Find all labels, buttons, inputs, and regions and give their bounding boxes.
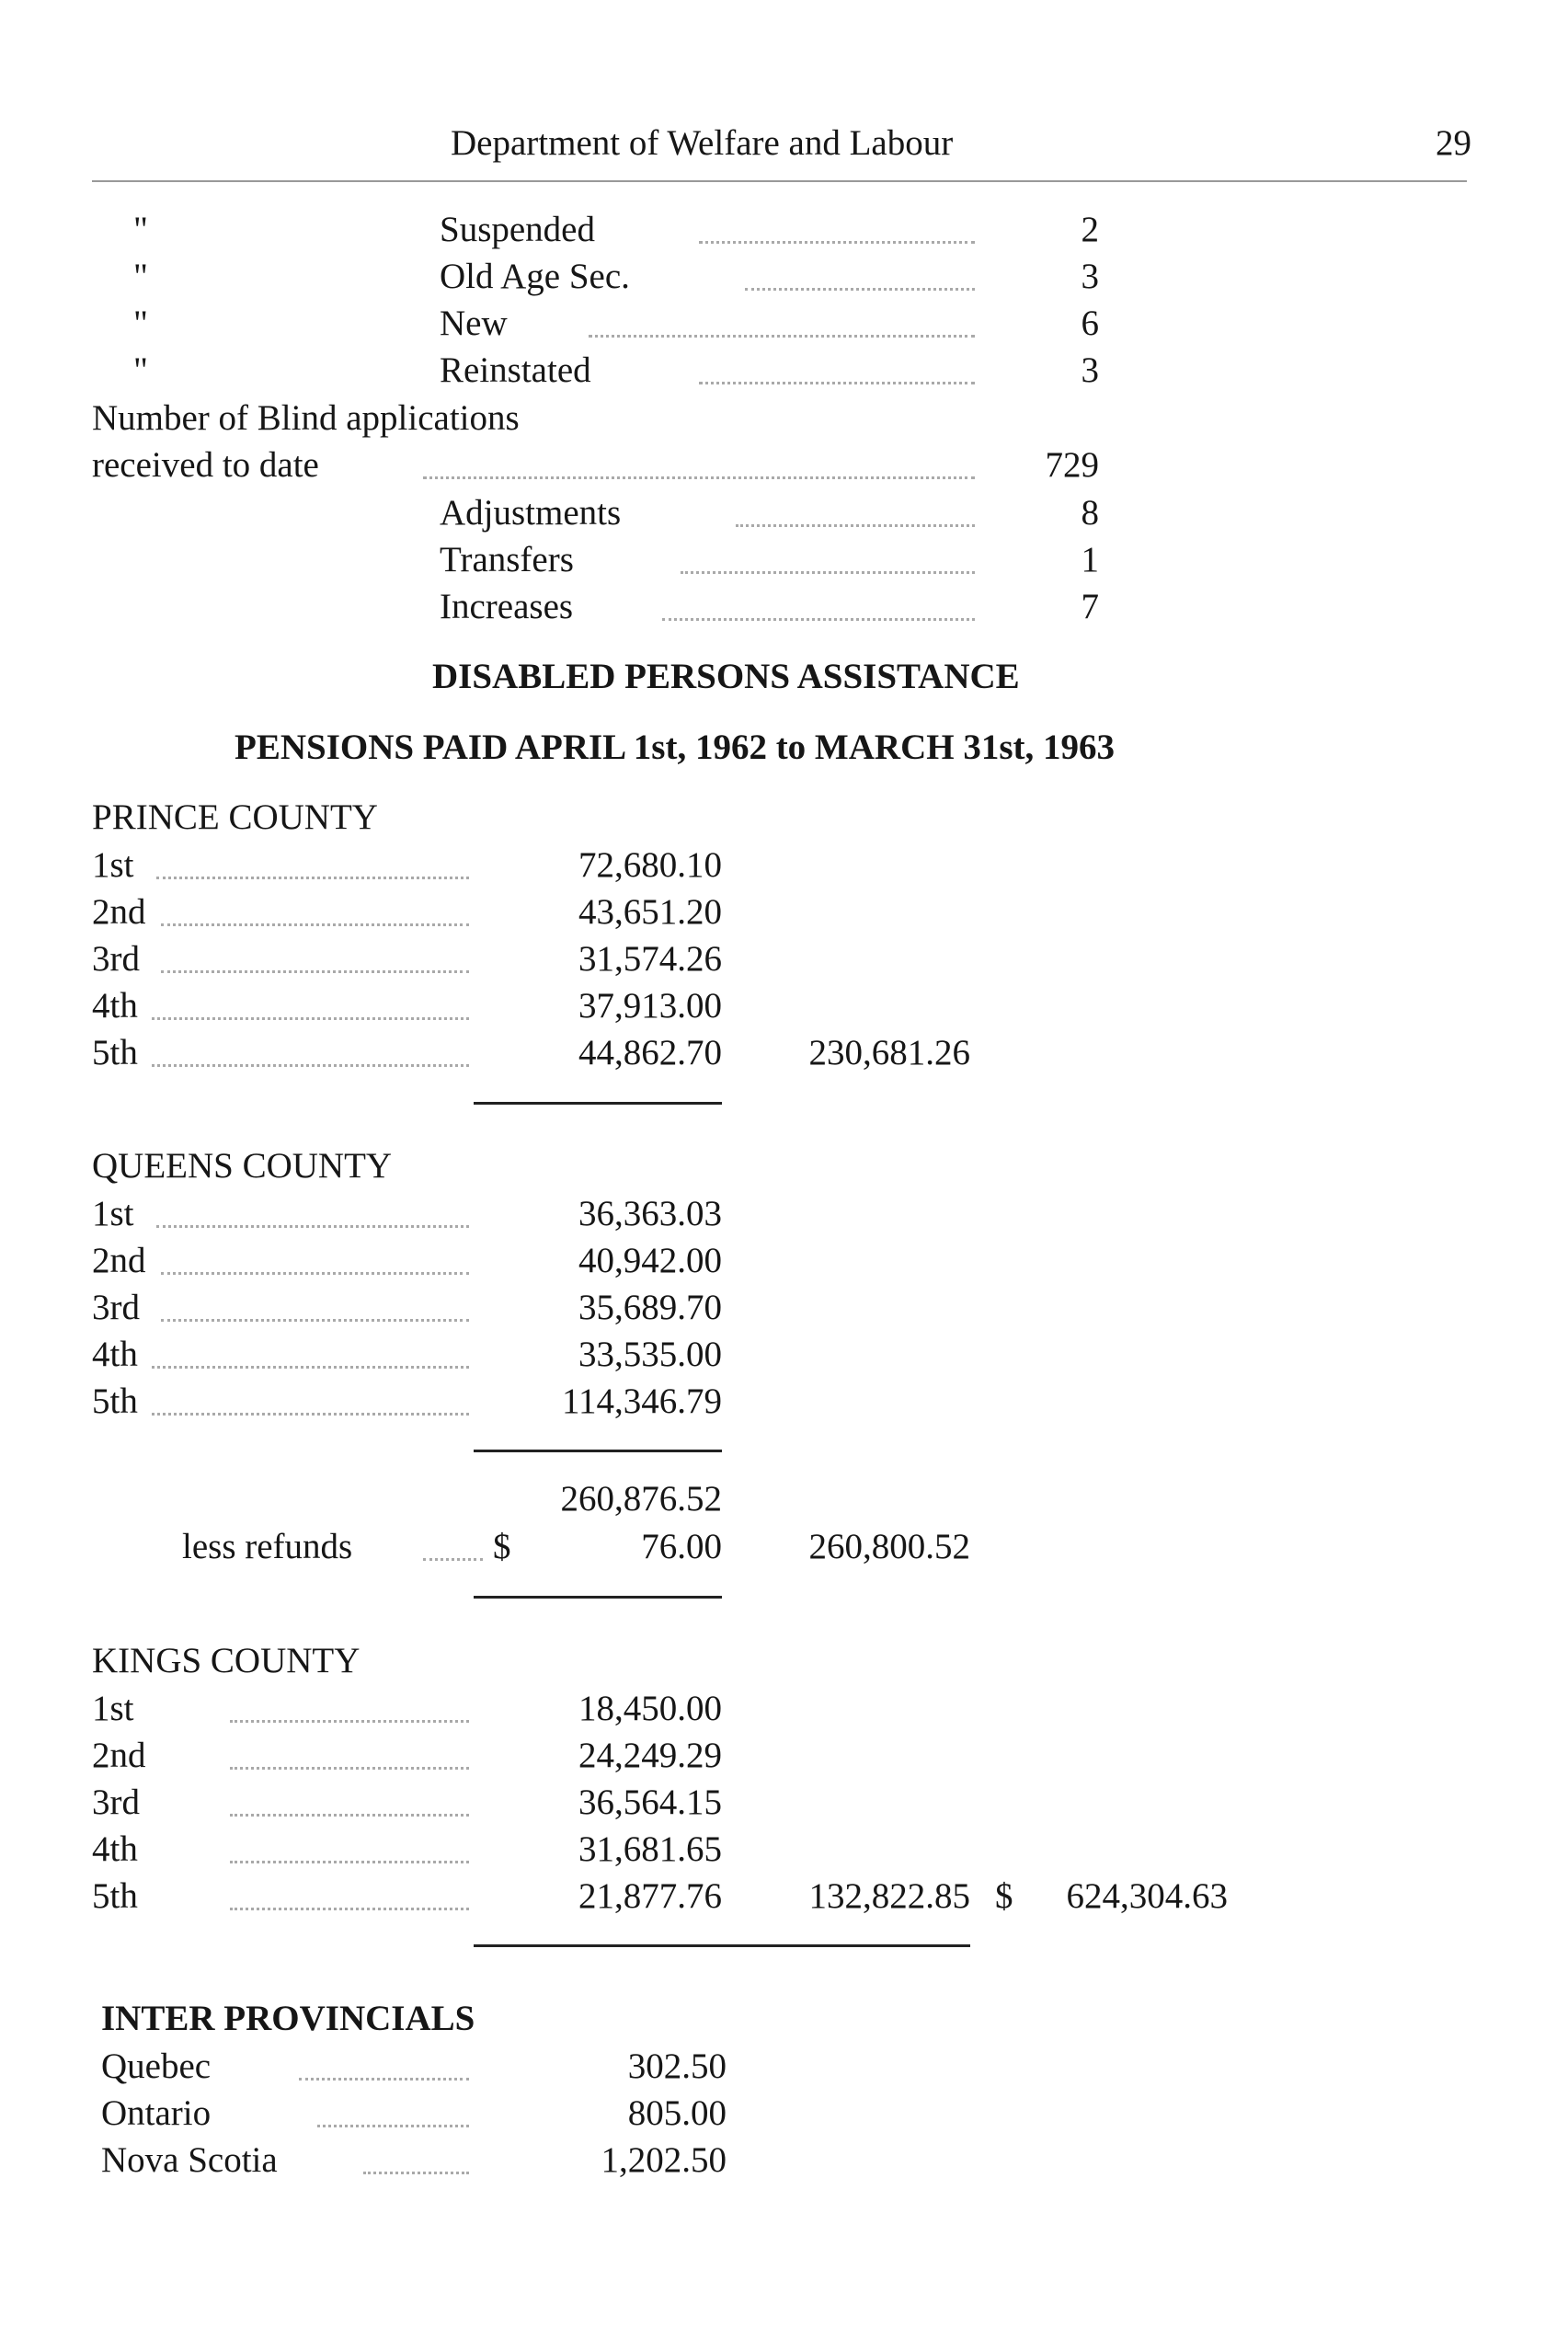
leader-dots xyxy=(299,2078,469,2081)
stat-label-suspended: Suspended xyxy=(440,210,595,249)
stat-value-increases: 7 xyxy=(1081,587,1099,626)
inter-provincials-title: INTER PROVINCIALS xyxy=(101,1999,475,2038)
page-number: 29 xyxy=(1436,123,1471,163)
leader-dots xyxy=(152,1413,469,1416)
district-amount: 44,862.70 xyxy=(578,1033,722,1072)
leader-dots xyxy=(423,476,975,479)
ditto-mark: " xyxy=(133,257,148,296)
applications-label-line2: received to date xyxy=(92,445,319,485)
leader-dots xyxy=(152,1064,469,1067)
leader-dots xyxy=(156,877,469,879)
total-rule xyxy=(474,1102,722,1105)
county-total: 260,800.52 xyxy=(808,1527,970,1566)
stat-value-new: 6 xyxy=(1081,304,1099,343)
leader-dots xyxy=(363,2172,469,2174)
leader-dots xyxy=(699,382,975,384)
leader-dots xyxy=(589,335,975,338)
province-label: Quebec xyxy=(101,2046,212,2086)
leader-dots xyxy=(230,1767,469,1770)
stat-label-increases: Increases xyxy=(440,587,574,626)
district-label: 1st xyxy=(92,1689,134,1728)
district-label: 4th xyxy=(92,1335,138,1374)
grand-total: 624,304.63 xyxy=(1066,1876,1228,1916)
district-amount: 37,913.00 xyxy=(578,986,722,1026)
stat-value-reinstated: 3 xyxy=(1081,350,1099,390)
leader-dots xyxy=(230,1720,469,1723)
county-title: KINGS COUNTY xyxy=(92,1641,361,1680)
district-label: 3rd xyxy=(92,1288,140,1327)
leader-dots xyxy=(662,618,975,621)
leader-dots xyxy=(152,1017,469,1020)
district-amount: 40,942.00 xyxy=(578,1241,722,1280)
district-label: 5th xyxy=(92,1381,138,1421)
district-label: 1st xyxy=(92,845,134,885)
province-amount: 1,202.50 xyxy=(601,2140,727,2180)
leader-dots xyxy=(230,1861,469,1863)
leader-dots xyxy=(161,970,469,973)
district-label: 2nd xyxy=(92,892,146,932)
leader-dots xyxy=(152,1366,469,1369)
stat-label-transfers: Transfers xyxy=(440,540,574,579)
ditto-mark: " xyxy=(133,210,148,249)
district-label: 5th xyxy=(92,1033,138,1072)
district-amount: 24,249.29 xyxy=(578,1736,722,1775)
stat-value-suspended: 2 xyxy=(1081,210,1099,249)
district-amount: 33,535.00 xyxy=(578,1335,722,1374)
refunds-amount: 76.00 xyxy=(641,1527,722,1566)
leader-dots xyxy=(423,1558,483,1561)
leader-dots xyxy=(230,1814,469,1817)
stat-value-adjustments: 8 xyxy=(1081,493,1099,533)
page-header-title: Department of Welfare and Labour xyxy=(451,123,954,163)
county-subtotal: 260,876.52 xyxy=(560,1479,722,1519)
ditto-mark: " xyxy=(133,350,148,390)
district-amount: 36,564.15 xyxy=(578,1783,722,1822)
county-total: 230,681.26 xyxy=(808,1033,970,1072)
total-rule xyxy=(474,1944,970,1947)
leader-dots xyxy=(230,1908,469,1910)
district-amount: 31,681.65 xyxy=(578,1829,722,1869)
district-amount: 18,450.00 xyxy=(578,1689,722,1728)
province-label: Ontario xyxy=(101,2093,212,2133)
leader-dots xyxy=(681,571,975,574)
district-amount: 31,574.26 xyxy=(578,939,722,979)
leader-dots xyxy=(161,1319,469,1322)
district-amount: 35,689.70 xyxy=(578,1288,722,1327)
district-label: 2nd xyxy=(92,1241,146,1280)
district-label: 5th xyxy=(92,1876,138,1916)
leader-dots xyxy=(699,241,975,244)
grand-total-currency: $ xyxy=(995,1876,1013,1916)
leader-dots xyxy=(745,288,975,291)
district-amount: 43,651.20 xyxy=(578,892,722,932)
district-label: 3rd xyxy=(92,1783,140,1822)
leader-dots xyxy=(161,923,469,926)
district-label: 1st xyxy=(92,1194,134,1233)
stat-label-reinstated: Reinstated xyxy=(440,350,591,390)
section-heading: DISABLED PERSONS ASSISTANCE xyxy=(432,657,1020,696)
district-amount: 21,877.76 xyxy=(578,1876,722,1916)
header-rule xyxy=(92,180,1467,182)
leader-dots xyxy=(317,2125,469,2127)
province-label: Nova Scotia xyxy=(101,2140,278,2180)
county-title: PRINCE COUNTY xyxy=(92,797,378,837)
stat-label-new: New xyxy=(440,304,508,343)
district-amount: 72,680.10 xyxy=(578,845,722,885)
leader-dots xyxy=(156,1225,469,1228)
district-label: 3rd xyxy=(92,939,140,979)
subtotal-rule xyxy=(474,1450,722,1452)
district-amount: 114,346.79 xyxy=(561,1381,722,1421)
province-amount: 805.00 xyxy=(627,2093,727,2133)
total-rule xyxy=(474,1596,722,1599)
section-subheading: PENSIONS PAID APRIL 1st, 1962 to MARCH 31st, 1963 xyxy=(235,728,1115,767)
district-label: 4th xyxy=(92,1829,138,1869)
stat-label-adjustments: Adjustments xyxy=(440,493,622,533)
district-amount: 36,363.03 xyxy=(578,1194,722,1233)
district-label: 4th xyxy=(92,986,138,1026)
province-amount: 302.50 xyxy=(627,2046,727,2086)
district-label: 2nd xyxy=(92,1736,146,1775)
leader-dots xyxy=(736,524,975,527)
applications-label-line1: Number of Blind applications xyxy=(92,398,520,438)
leader-dots xyxy=(161,1272,469,1275)
county-title: QUEENS COUNTY xyxy=(92,1146,393,1186)
stat-value-old-age-sec: 3 xyxy=(1081,257,1099,296)
refunds-currency: $ xyxy=(493,1527,511,1566)
ditto-mark: " xyxy=(133,304,148,343)
stat-label-old-age-sec: Old Age Sec. xyxy=(440,257,630,296)
county-total: 132,822.85 xyxy=(808,1876,970,1916)
applications-value: 729 xyxy=(1045,445,1099,485)
refunds-label: less refunds xyxy=(182,1527,353,1566)
stat-value-transfers: 1 xyxy=(1081,540,1099,579)
